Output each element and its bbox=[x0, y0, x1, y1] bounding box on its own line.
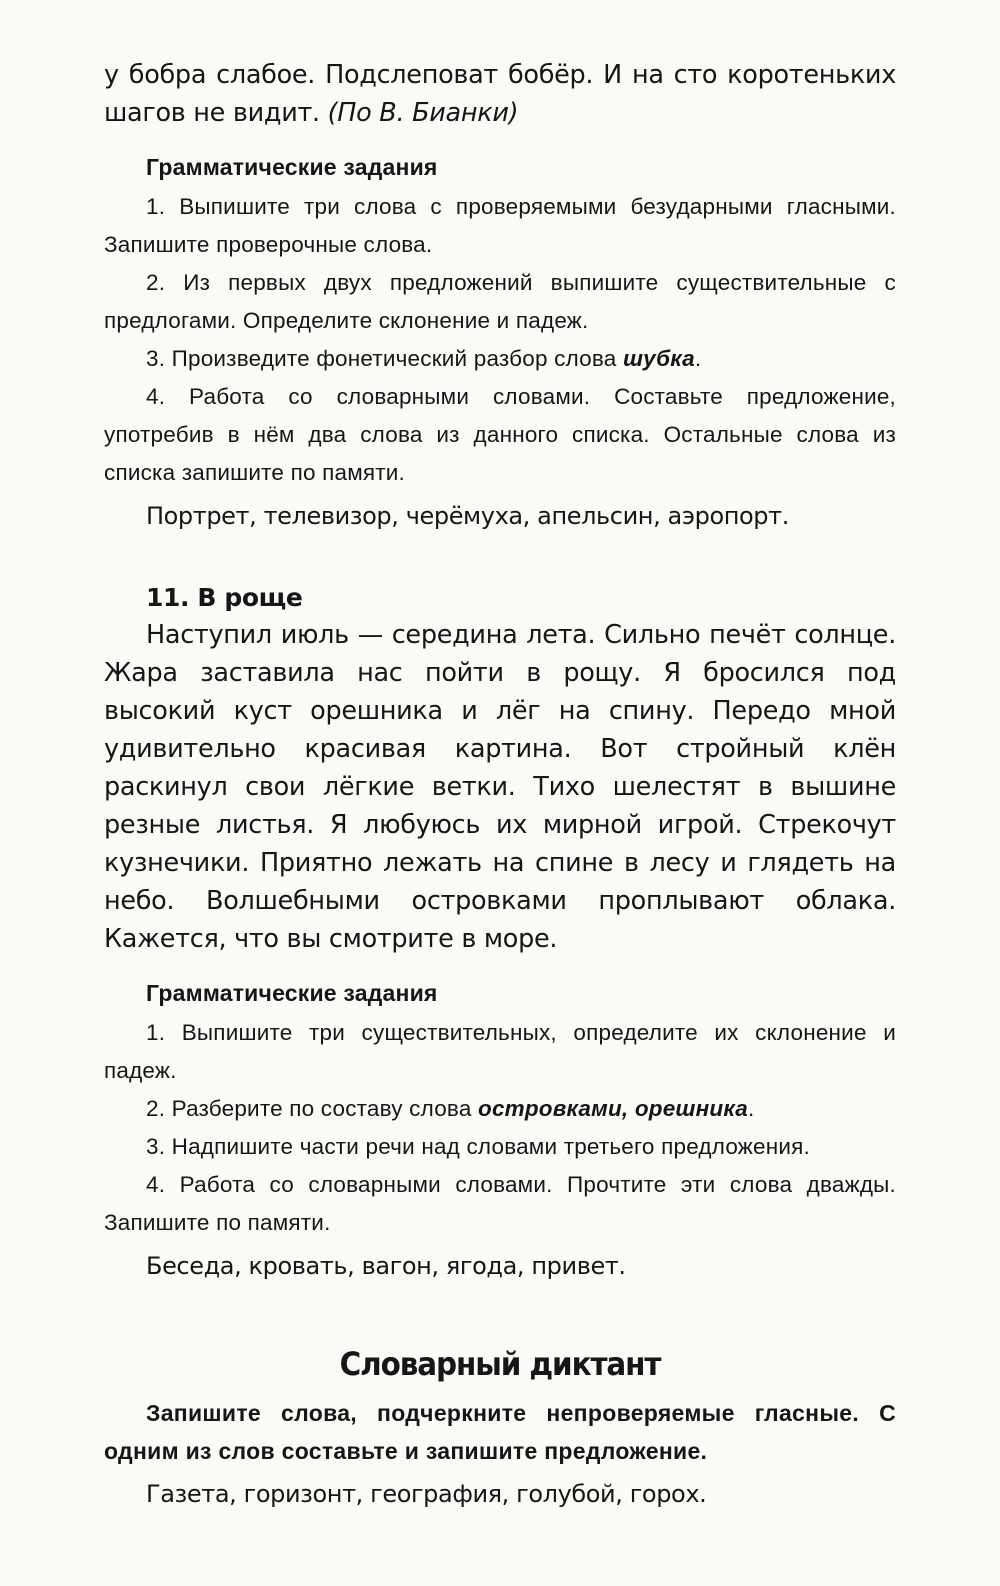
section1-task-4: 4. Работа со словарными словами. Составьте предложение, употребив в нём два слова из данного списка. Остальные слова из списка запишите по памяти. bbox=[104, 384, 896, 485]
section2-word-list: Беседа, кровать, вагон, ягода, привет. bbox=[146, 1252, 626, 1280]
dictation-word-list: Газета, горизонт, география, голубой, горох. bbox=[146, 1480, 707, 1508]
section2-task-4: 4. Работа со словарными словами. Прочтите эти слова дважды. Запишите по памяти. bbox=[104, 1172, 896, 1235]
section1-task-3 bbox=[104, 340, 896, 378]
section1-word-list: Портрет, телевизор, черёмуха, апельсин, аэропорт. bbox=[146, 502, 789, 530]
section1-task-1: 1. Выпишите три слова с проверяемыми безударными гласными. Запишите проверочные слова. bbox=[104, 194, 896, 257]
section1-task-3-word: шубка bbox=[622, 346, 695, 371]
section1-task-3-suffix: . bbox=[694, 346, 702, 371]
section2-task-3: 3. Надпишите части речи над словами третьего предложения. bbox=[146, 1134, 810, 1159]
section2-task-2-text: 2. Разберите по составу слова bbox=[146, 1096, 478, 1121]
section1-tasks-heading: Грамматические задания bbox=[146, 154, 438, 180]
section2-tasks-heading: Грамматические задания bbox=[146, 980, 438, 1006]
section2-heading: 11. В роще bbox=[146, 583, 303, 612]
intro-attribution: (По В. Бианки) bbox=[327, 98, 519, 128]
dictation-heading: Словарный диктант bbox=[339, 1345, 661, 1383]
section2-task-2-words: островками, орешника bbox=[478, 1096, 748, 1121]
section2-task-2 bbox=[104, 1090, 896, 1128]
section2-text: Наступил июль — середина лета. Сильно печёт солнце. Жара заставила нас пойти в рощу. Я бросился под высокий куст орешника и лёг на спину. Передо мной удивительно красивая картина. Вот стройный клён раскинул свои лёгкие ветки. Тихо шелестят в вышине резные листья. Я любуюсь их мирной игрой. Стрекочут кузнечики. Приятно лежать на спине в лесу и глядеть на небо. Волшебными островками проплывают облака. Кажется, что вы смотрите в море. bbox=[104, 620, 896, 954]
intro-text: у бобра слабое. Подслеповат бобёр. И на сто коротеньких шагов не видит. bbox=[104, 60, 896, 128]
section1-task-3-text: 3. Произведите фонетический разбор слова bbox=[146, 346, 623, 371]
section2-task-1: 1. Выпишите три существительных, определите их склонение и падеж. bbox=[104, 1020, 896, 1083]
dictation-instruction: Запишите слова, подчеркните непроверяемые гласные. С одним из слов составьте и запишите предложение. bbox=[104, 1400, 896, 1464]
section2-task-2-suffix: . bbox=[747, 1096, 755, 1121]
section1-task-2: 2. Из первых двух предложений выпишите существительные с предлогами. Определите склонение и падеж. bbox=[104, 270, 896, 333]
intro-paragraph bbox=[104, 56, 896, 132]
